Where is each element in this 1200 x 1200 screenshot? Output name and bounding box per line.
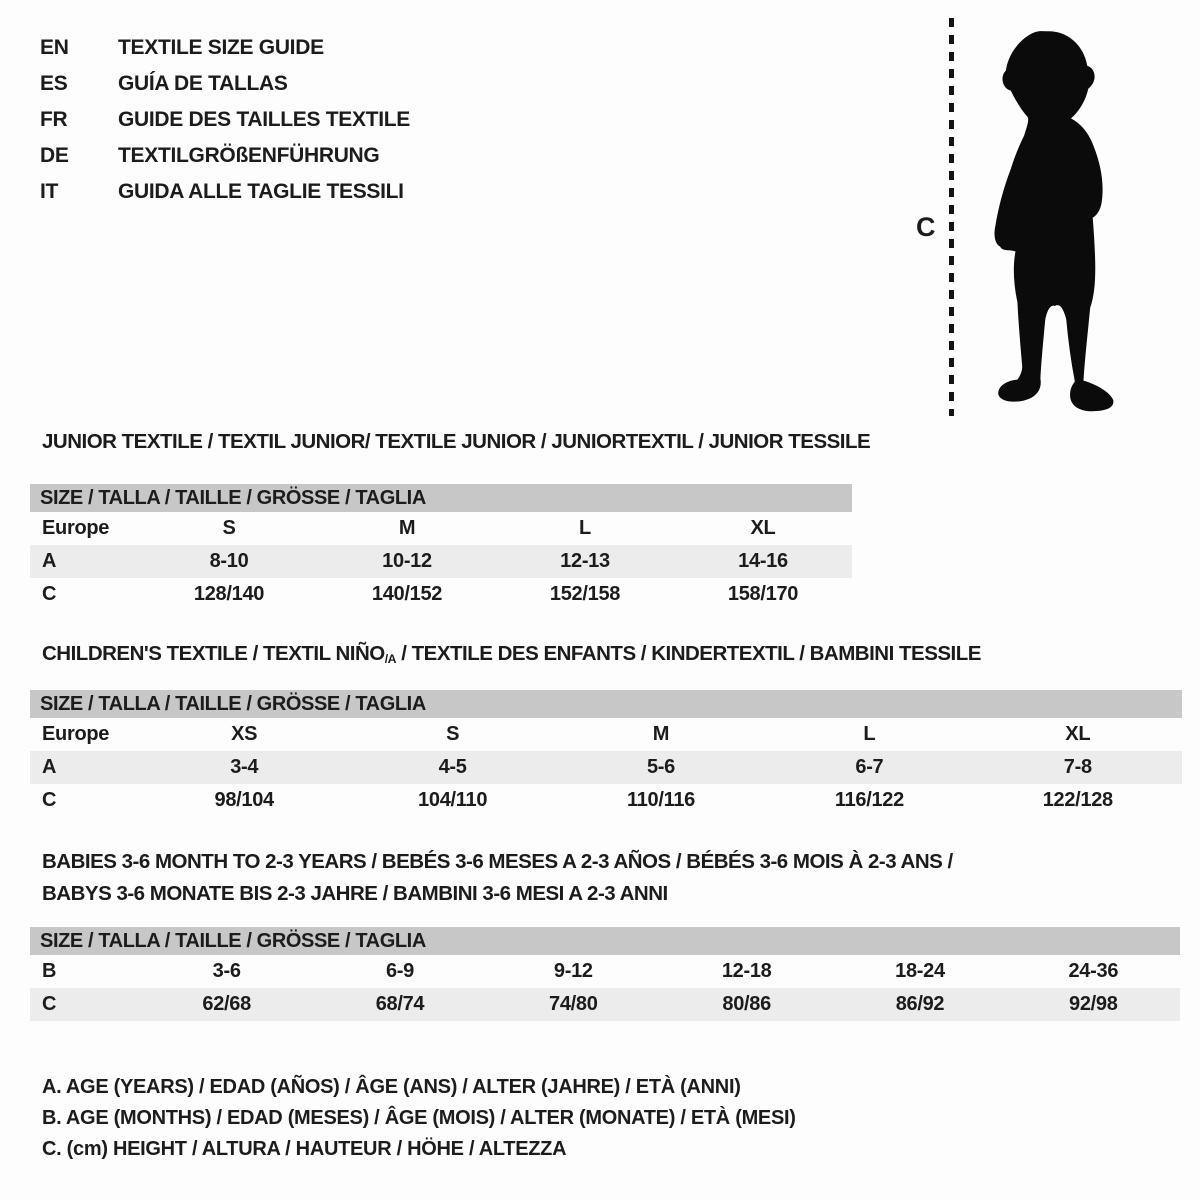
babies-title-line1: BABIES 3-6 MONTH TO 2-3 YEARS / BEBÉS 3-6 MESES A 2-3 AÑOS / BÉBÉS 3-6 MOIS À 2-3 ANS /	[42, 850, 953, 873]
row-label: A	[42, 550, 57, 572]
height-cell: 62/68	[202, 993, 251, 1015]
language-title: GUÍA DE TALLAS	[118, 72, 288, 95]
size-cell: S	[446, 723, 460, 745]
row-label: Europe	[42, 723, 110, 745]
language-code: DE	[40, 144, 69, 167]
age-cell: 12-18	[721, 960, 772, 982]
height-cell: 122/128	[1042, 789, 1113, 811]
table-row-age	[30, 751, 1182, 784]
language-code: ES	[40, 72, 68, 95]
babies-section-title	[42, 846, 953, 910]
age-cell: 8-10	[209, 550, 249, 572]
footnote-height: C. (cm) HEIGHT / ALTURA / HAUTEUR / HÖHE / ALTEZZA	[42, 1138, 567, 1160]
height-cell: 98/104	[214, 789, 274, 811]
age-cell: 18-24	[895, 960, 945, 982]
table-row-age	[30, 545, 852, 578]
children-title-sub: /A	[384, 652, 397, 666]
footnotes	[42, 1072, 796, 1165]
junior-section-title: JUNIOR TEXTILE / TEXTIL JUNIOR/ TEXTILE JUNIOR / JUNIORTEXTIL / JUNIOR TESSILE	[42, 430, 871, 453]
language-code: IT	[40, 180, 59, 203]
age-cell: 10-12	[382, 550, 432, 572]
age-cell: 14-16	[738, 550, 788, 572]
language-row-en	[40, 30, 410, 66]
row-label: B	[42, 960, 57, 982]
language-row-de	[40, 138, 410, 174]
row-label: A	[42, 756, 57, 778]
table-row-europe	[30, 512, 852, 545]
height-measure-label: C	[916, 212, 936, 242]
height-cell: 116/122	[834, 789, 904, 811]
size-cell: S	[222, 517, 236, 539]
size-header-band: SIZE / TALLA / TAILLE / GRÖSSE / TAGLIA	[30, 690, 1182, 718]
row-label: C	[42, 583, 57, 605]
language-title: TEXTILE SIZE GUIDE	[118, 36, 324, 59]
table-row-height	[30, 988, 1180, 1021]
language-title: GUIDE DES TAILLES TEXTILE	[118, 108, 410, 131]
babies-title-line2: BABYS 3-6 MONATE BIS 2-3 JAHRE / BAMBINI 3-6 MESI A 2-3 ANNI	[42, 882, 668, 905]
age-cell: 24-36	[1068, 960, 1119, 982]
age-cell: 7-8	[1063, 756, 1092, 778]
language-row-it	[40, 174, 410, 210]
height-dashed-line	[949, 18, 954, 416]
size-cell: M	[652, 723, 670, 745]
size-cell: L	[863, 723, 876, 745]
height-cell: 110/116	[626, 789, 695, 811]
size-cell: XL	[1065, 723, 1091, 745]
row-label: C	[42, 993, 57, 1015]
children-size-table	[30, 690, 1182, 817]
language-title: TEXTILGRÖßENFÜHRUNG	[118, 144, 380, 167]
junior-size-table	[30, 484, 852, 611]
size-cell: XL	[750, 517, 776, 539]
age-cell: 12-13	[560, 550, 610, 572]
height-cell: 128/140	[193, 583, 265, 605]
language-list	[40, 30, 410, 210]
table-row-height	[30, 784, 1182, 817]
table-row-age-months	[30, 955, 1180, 988]
height-cell: 140/152	[371, 583, 443, 605]
footnote-age-months: B. AGE (MONTHS) / EDAD (MESES) / ÂGE (MOIS) / ALTER (MONATE) / ETÀ (MESI)	[42, 1107, 796, 1129]
age-cell: 4-5	[438, 756, 467, 778]
children-title-prefix: CHILDREN'S TEXTILE / TEXTIL NIÑO	[42, 642, 385, 665]
language-title: GUIDA ALLE TAGLIE TESSILI	[118, 180, 404, 203]
row-label: Europe	[42, 517, 110, 539]
size-cell: M	[398, 517, 416, 539]
height-cell: 158/170	[727, 583, 799, 605]
age-cell: 6-7	[855, 756, 884, 778]
language-row-fr	[40, 102, 410, 138]
size-cell: L	[579, 517, 591, 539]
language-row-es	[40, 66, 410, 102]
height-cell: 92/98	[1069, 993, 1118, 1015]
size-cell: XS	[231, 723, 258, 745]
toddler-silhouette-icon	[964, 16, 1134, 416]
age-cell: 6-9	[385, 960, 414, 982]
language-code: EN	[40, 36, 69, 59]
children-title-suffix: / TEXTILE DES ENFANTS / KINDERTEXTIL / BAMBINI TESSILE	[396, 642, 981, 665]
size-header-band: SIZE / TALLA / TAILLE / GRÖSSE / TAGLIA	[30, 484, 852, 512]
table-row-europe	[30, 718, 1182, 751]
row-label: C	[42, 789, 57, 811]
height-cell: 104/110	[418, 789, 488, 811]
height-cell: 68/74	[375, 993, 425, 1015]
babies-size-table	[30, 927, 1180, 1021]
table-row-height	[30, 578, 852, 611]
footnote-age-years: A. AGE (YEARS) / EDAD (AÑOS) / ÂGE (ANS) / ALTER (JAHRE) / ETÀ (ANNI)	[42, 1076, 741, 1098]
language-code: FR	[40, 108, 68, 131]
age-cell: 5-6	[646, 756, 675, 778]
size-header-band: SIZE / TALLA / TAILLE / GRÖSSE / TAGLIA	[30, 927, 1180, 955]
age-cell: 3-6	[212, 960, 241, 982]
age-cell: 3-4	[230, 756, 259, 778]
age-cell: 9-12	[553, 960, 593, 982]
children-section-title	[42, 642, 981, 666]
height-cell: 80/86	[722, 993, 771, 1015]
height-cell: 86/92	[895, 993, 945, 1015]
height-cell: 74/80	[549, 993, 598, 1015]
height-cell: 152/158	[549, 583, 621, 605]
